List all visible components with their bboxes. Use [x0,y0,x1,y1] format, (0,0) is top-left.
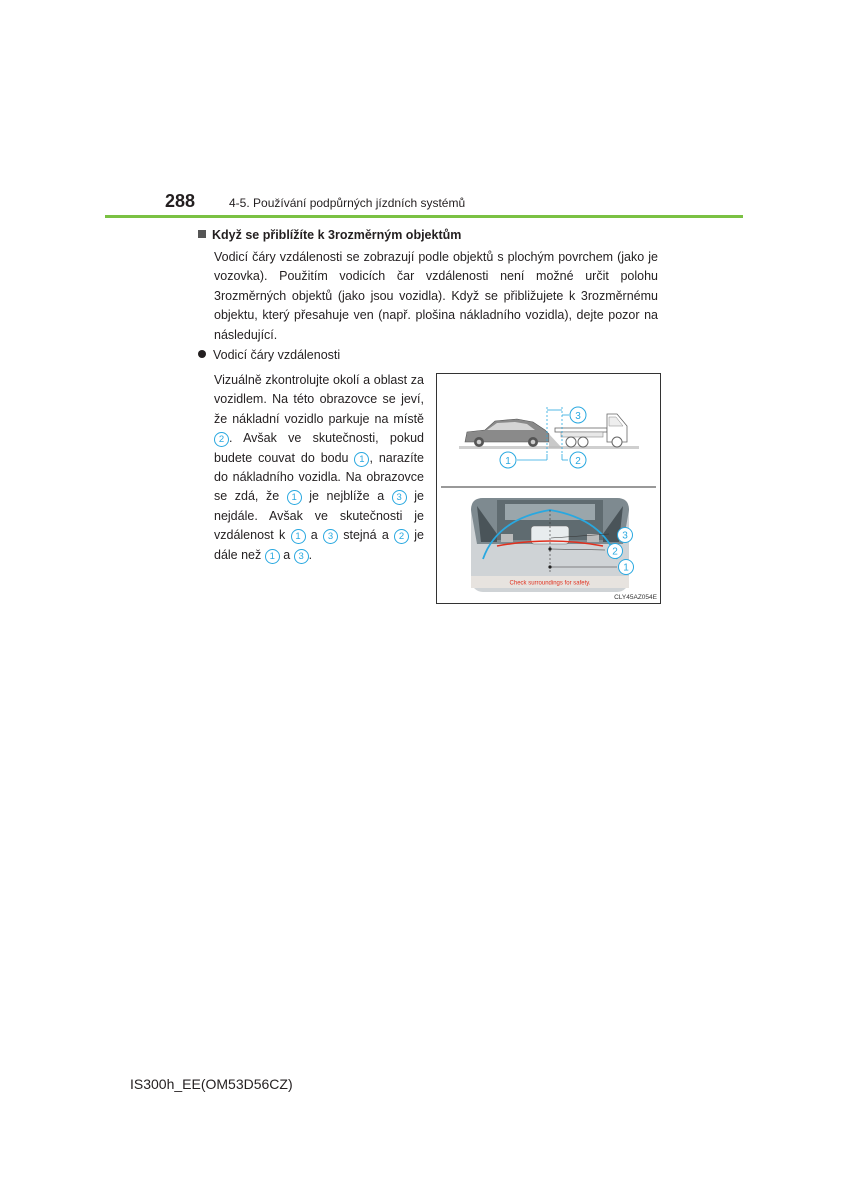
callout-3-screen [618,528,633,543]
header-rule [105,215,743,218]
camera-screen [471,498,634,592]
truck-icon [555,414,627,447]
text-run: a [305,528,323,543]
callout-label: 1 [505,456,511,467]
callout-3-top [570,407,586,423]
bullet-title: Vodicí čáry vzdálenosti [213,348,341,362]
ref-marker-1: 1 [354,452,369,467]
ref-marker-3: 3 [392,490,407,505]
round-bullet-icon [198,350,206,358]
section-title: 4-5. Používání podpůrných jízdních systémů [229,196,466,210]
car-icon [465,419,549,447]
screen-caption: Check surroundings for safety. [509,580,591,587]
ref-marker-2: 2 [394,529,409,544]
figure-box [436,373,661,604]
callout-label: 2 [575,456,581,467]
ref-marker-3: 3 [323,529,338,544]
callout-1-screen [619,560,634,575]
ref-marker-1: 1 [265,549,280,564]
text-run: je nejdále. Avšak ve skutečnosti je vzdálenost k [214,489,424,543]
page-number: 288 [165,191,196,211]
text-run: . [308,547,313,562]
text-run: . Avšak ve skutečnosti, pokud budete couvat do bodu [214,431,424,465]
text-run: je dále než [214,528,424,562]
subsection-heading [198,226,461,244]
subsection-title: Když se přiblížíte k 3rozměrným objektům [212,228,462,242]
ref-marker-2: 2 [214,432,229,447]
callout-label: 3 [622,530,628,542]
explanation-paragraph [214,371,424,565]
text-run: stejná a [337,528,395,543]
callout-1-top [500,452,516,468]
ref-marker-3: 3 [294,549,309,564]
side-view-diagram [459,407,639,468]
text-run: , narazíte do nákladního vozidla. Na obrazovce se zdá, že [214,450,424,504]
bullet-heading [198,346,340,364]
ref-marker-1: 1 [291,529,306,544]
text-run: je nejblíže a [301,489,392,504]
square-bullet-icon [198,230,206,238]
callout-2-top [570,452,586,468]
callout-2-screen [608,544,623,559]
ref-marker-1: 1 [287,490,302,505]
callout-label: 1 [623,562,629,574]
text-run: a [279,547,294,562]
figure-code: CLY45AZ054E [614,594,657,601]
figure-illustration [437,374,660,603]
callout-label: 3 [575,411,581,422]
subsection-paragraph: Vodicí čáry vzdálenosti se zobrazují podle objektů s plochým povrchem (jako je vozovka). Použitím vodicích čar vzdálenosti není možné určit polohu 3rozměrných objektů (jako jsou vozidla). Když se přibližujete k 3rozměrnému objektu, který přesahuje ven (např. plošina nákladního vozidla), dejte pozor na následující. [214,250,658,342]
footer-model-code: IS300h_EE(OM53D56CZ) [130,1076,293,1092]
callout-label: 2 [612,546,618,558]
text-run: Vizuálně zkontrolujte okolí a oblast za vozidlem. Na této obrazovce se jeví, že nákladní vozidlo parkuje na místě [214,373,424,426]
